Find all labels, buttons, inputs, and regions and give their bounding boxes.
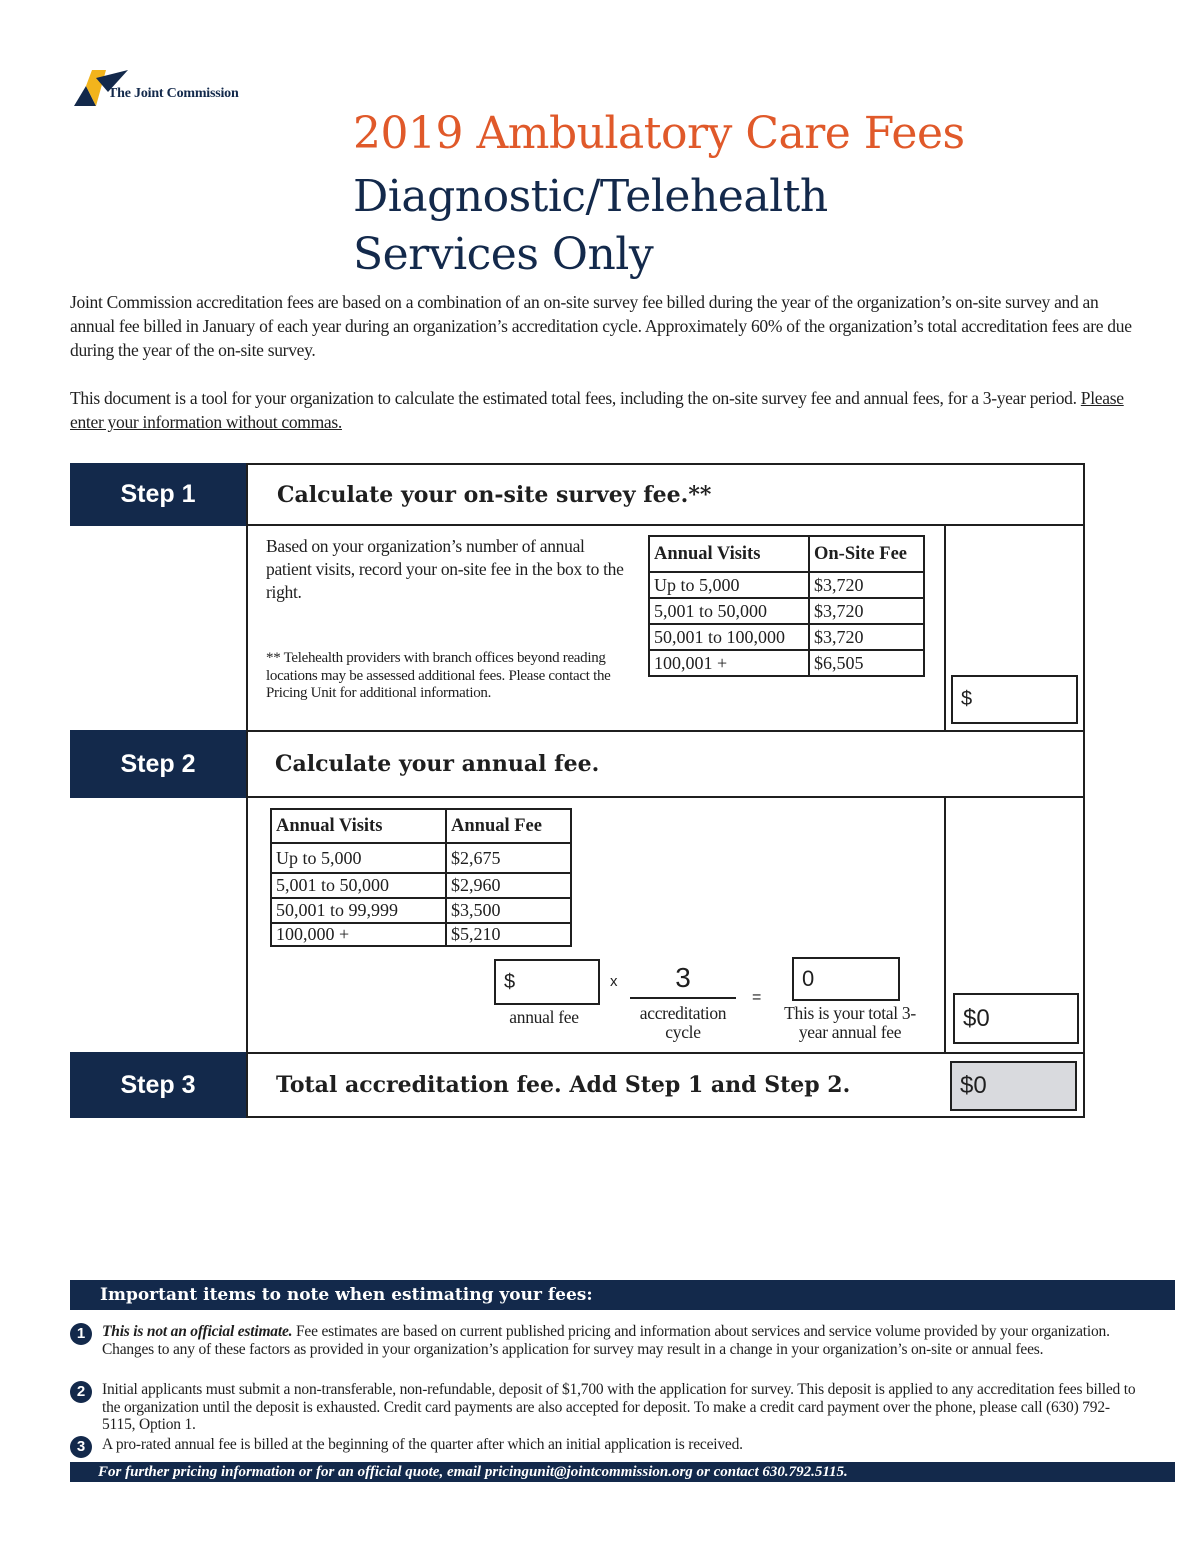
note-item-1 <box>70 1323 1140 1358</box>
annual-fee-cell: $2,960 <box>446 873 571 898</box>
note-lead-1: This is not an official estimate. <box>102 1323 293 1340</box>
table-row <box>271 843 571 873</box>
three-year-total-caption: This is your total 3-year annual fee <box>784 1003 916 1042</box>
note-body-3: A pro-rated annual fee is billed at the beginning of the quarter after which an initial application is received. <box>102 1436 743 1453</box>
table-row <box>271 898 571 923</box>
annual-fee-cell: $5,210 <box>446 923 571 946</box>
annual-fee-table <box>270 808 572 947</box>
step2-label: Step 2 <box>70 730 246 798</box>
onsite-fee-cell: $6,505 <box>809 650 924 676</box>
onsite-fee-cell: $3,720 <box>809 572 924 598</box>
onsite-visits-cell: 50,001 to 100,000 <box>649 624 809 650</box>
table-row <box>649 598 924 624</box>
footer-contact: For further pricing information or for an official quote, email pricingunit@jointcommission.org or contact 630.792.5115. <box>70 1462 1175 1482</box>
note-item-3 <box>70 1436 1140 1454</box>
table-row <box>271 873 571 898</box>
onsite-visits-cell: Up to 5,000 <box>649 572 809 598</box>
notes-header: Important items to note when estimating your fees: <box>70 1280 1175 1310</box>
intro-paragraph-2-text: This document is a tool for your organization to calculate the estimated total fees, including the on-site survey fee and annual fees, for a 3-year period. <box>70 388 1077 408</box>
total-accreditation-fee-result[interactable] <box>950 1061 1077 1111</box>
accreditation-cycle-value: 3 <box>675 962 691 993</box>
grid-bottom-line <box>246 1116 1085 1118</box>
annual-fee-cell: $2,675 <box>446 843 571 873</box>
grid-left-line <box>246 463 248 1118</box>
onsite-fee-input[interactable]: $ <box>951 675 1078 724</box>
onsite-fee-table-header <box>649 536 924 572</box>
step1-footnote: ** Telehealth providers with branch offices beyond reading locations may be assessed additional fees. Please contact the Pricing Unit for additional information. <box>266 650 611 701</box>
multiply-sign: x <box>610 973 618 990</box>
grid-line-step1-head <box>246 524 1085 526</box>
intro-text <box>70 290 1135 458</box>
annual-fee-result-prefix: $ <box>963 1004 977 1032</box>
note-number-2: 2 <box>70 1381 92 1403</box>
annual-visits-cell: 50,001 to 99,999 <box>271 898 446 923</box>
table-row <box>649 624 924 650</box>
step1-label: Step 1 <box>70 463 246 526</box>
annual-visits-cell: 100,000 + <box>271 923 446 946</box>
table-row <box>271 923 571 946</box>
annual-visits-cell: 5,001 to 50,000 <box>271 873 446 898</box>
annual-visits-cell: Up to 5,000 <box>271 843 446 873</box>
intro-paragraph-2 <box>70 386 1135 434</box>
step3-label: Step 3 <box>70 1052 246 1118</box>
annual-col-fee: Annual Fee <box>446 809 571 843</box>
annual-fee-result[interactable] <box>953 993 1079 1044</box>
grid-right-line <box>1083 463 1085 1118</box>
title-year: 2019 Ambulatory Care Fees <box>353 108 965 159</box>
onsite-visits-cell: 5,001 to 50,000 <box>649 598 809 624</box>
grid-col-line-step1 <box>944 524 946 732</box>
title-line-3: Services Only <box>353 229 654 280</box>
no-commas-instruction: Please enter your information without commas. <box>70 388 1124 432</box>
annual-fee-table-header <box>271 809 571 843</box>
onsite-fee-table <box>648 535 925 677</box>
note-body-2: Initial applicants must submit a non-transferable, non-refundable, deposit of $1,700 with the application for survey. This deposit is applied to any accreditation fees billed to the organization until the deposit is exhausted. Credit card payments are also accepted for deposit. To make a credit card payment over the phone, please call (630) 792-5115, Option 1. <box>102 1381 1136 1433</box>
step2-heading: Calculate your annual fee. <box>275 751 600 777</box>
annual-fee-input[interactable]: $ <box>494 959 600 1005</box>
grid-line-step2-head <box>246 796 1085 798</box>
step3-heading: Total accreditation fee. Add Step 1 and Step 2. <box>276 1072 851 1098</box>
equals-sign: = <box>752 989 762 1006</box>
title-subtitle <box>353 168 828 284</box>
note-item-2 <box>70 1381 1140 1434</box>
intro-paragraph-1: Joint Commission accreditation fees are based on a combination of an on-site survey fee billed during the year of the organization’s on-site survey and an annual fee billed in January of each year during an organization’s accreditation cycle. Approximately 60% of the organization’s total accreditation fees are due during the year of the on-site survey. <box>70 292 1132 360</box>
annual-fee-caption: annual fee <box>509 1007 579 1027</box>
step1-description: Based on your organization’s number of annual patient visits, record your on-site fee in the box to the right. <box>266 536 624 602</box>
annual-fee-cell: $3,500 <box>446 898 571 923</box>
onsite-col-fee: On-Site Fee <box>809 536 924 572</box>
table-row <box>649 650 924 676</box>
step1-heading: Calculate your on-site survey fee.** <box>277 481 712 508</box>
onsite-col-visits: Annual Visits <box>649 536 809 572</box>
annual-fee-result-value: 0 <box>976 1004 990 1032</box>
annual-col-visits: Annual Visits <box>271 809 446 843</box>
onsite-fee-cell: $3,720 <box>809 598 924 624</box>
total-fee-value: 0 <box>973 1072 987 1099</box>
table-row <box>649 572 924 598</box>
onsite-fee-cell: $3,720 <box>809 624 924 650</box>
grid-col-line-step2 <box>944 796 946 1054</box>
note-body-1: Fee estimates are based on current published pricing and information about services and service volume provided by your organization. Changes to any of these factors as provided in your organization’s application for survey may result in a change in your organization’s on-site or annual fees. <box>102 1323 1110 1358</box>
note-number-1: 1 <box>70 1323 92 1345</box>
three-year-annual-total[interactable]: 0 <box>792 957 900 1001</box>
note-text-1 <box>102 1323 1140 1358</box>
total-fee-prefix: $ <box>960 1072 974 1099</box>
title-line-2: Diagnostic/Telehealth <box>353 171 828 222</box>
cycle-underline <box>630 997 736 999</box>
note-number-3: 3 <box>70 1436 92 1458</box>
accreditation-cycle-caption: accreditation cycle <box>639 1003 727 1042</box>
logo-text: The Joint Commission <box>108 86 239 101</box>
onsite-visits-cell: 100,001 + <box>649 650 809 676</box>
